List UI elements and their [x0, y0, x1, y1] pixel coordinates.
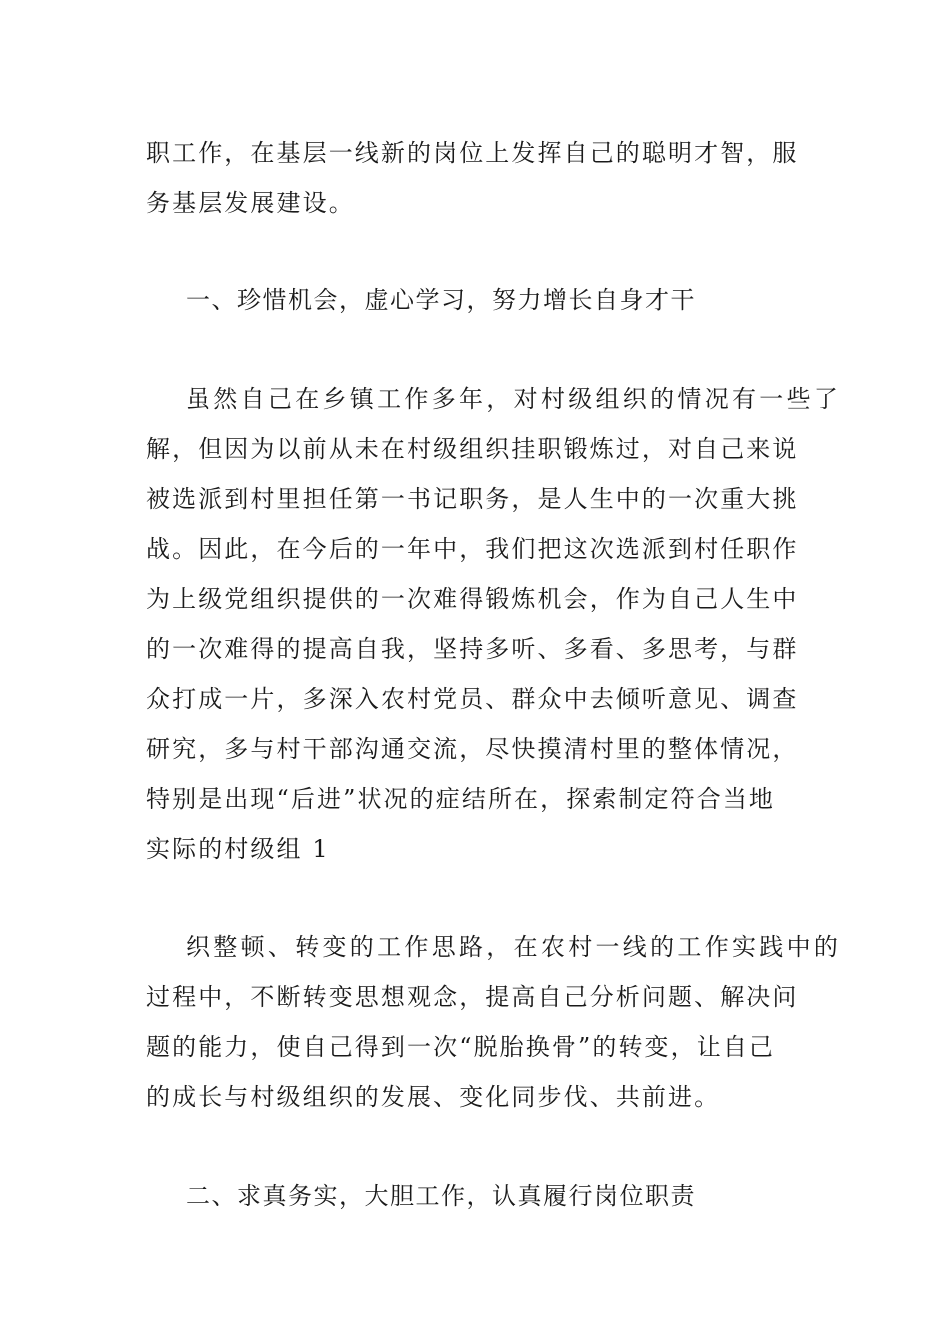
paragraph-line: 职工作，在基层一线新的岗位上发挥自己的聪明才智，服 — [146, 139, 799, 167]
paragraph-line: 的成长与村级组织的发展、变化同步伐、共前进。 — [146, 1083, 721, 1111]
paragraph-line: 织整顿、转变的工作思路，在农村一线的工作实践中的 — [186, 933, 842, 961]
paragraph-line: 研究，多与村干部沟通交流，尽快摸清村里的整体情况， — [146, 735, 799, 763]
section-heading-1: 一、珍惜机会，虚心学习，努力增长自身才干 — [186, 286, 696, 314]
paragraph-line: 特别是出现“后进”状况的症结所在，探索制定符合当地 — [146, 785, 776, 813]
paragraph-line: 被选派到村里担任第一书记职务，是人生中的一次重大挑 — [146, 485, 799, 513]
paragraph-line: 为上级党组织提供的一次难得锻炼机会，作为自己人生中 — [146, 585, 799, 613]
paragraph-line: 战。因此，在今后的一年中，我们把这次选派到村任职作 — [146, 535, 799, 563]
paragraph-line: 题的能力，使自己得到一次“脱胎换骨”的转变，让自己 — [146, 1033, 776, 1061]
paragraph-line: 虽然自己在乡镇工作多年，对村级组织的情况有一些了 — [186, 385, 842, 413]
paragraph-line: 务基层发展建设。 — [146, 189, 355, 217]
paragraph-line: 众打成一片，多深入农村党员、群众中去倾听意见、调查 — [146, 685, 799, 713]
section-heading-2: 二、求真务实，大胆工作，认真履行岗位职责 — [186, 1182, 696, 1210]
paragraph-line: 的一次难得的提高自我，坚持多听、多看、多思考，与群 — [146, 635, 799, 663]
paragraph-line: 实际的村级组 1 — [146, 835, 330, 863]
paragraph-line: 解，但因为以前从未在村级组织挂职锻炼过，对自己来说 — [146, 435, 799, 463]
paragraph-line: 过程中，不断转变思想观念，提高自己分析问题、解决问 — [146, 983, 799, 1011]
